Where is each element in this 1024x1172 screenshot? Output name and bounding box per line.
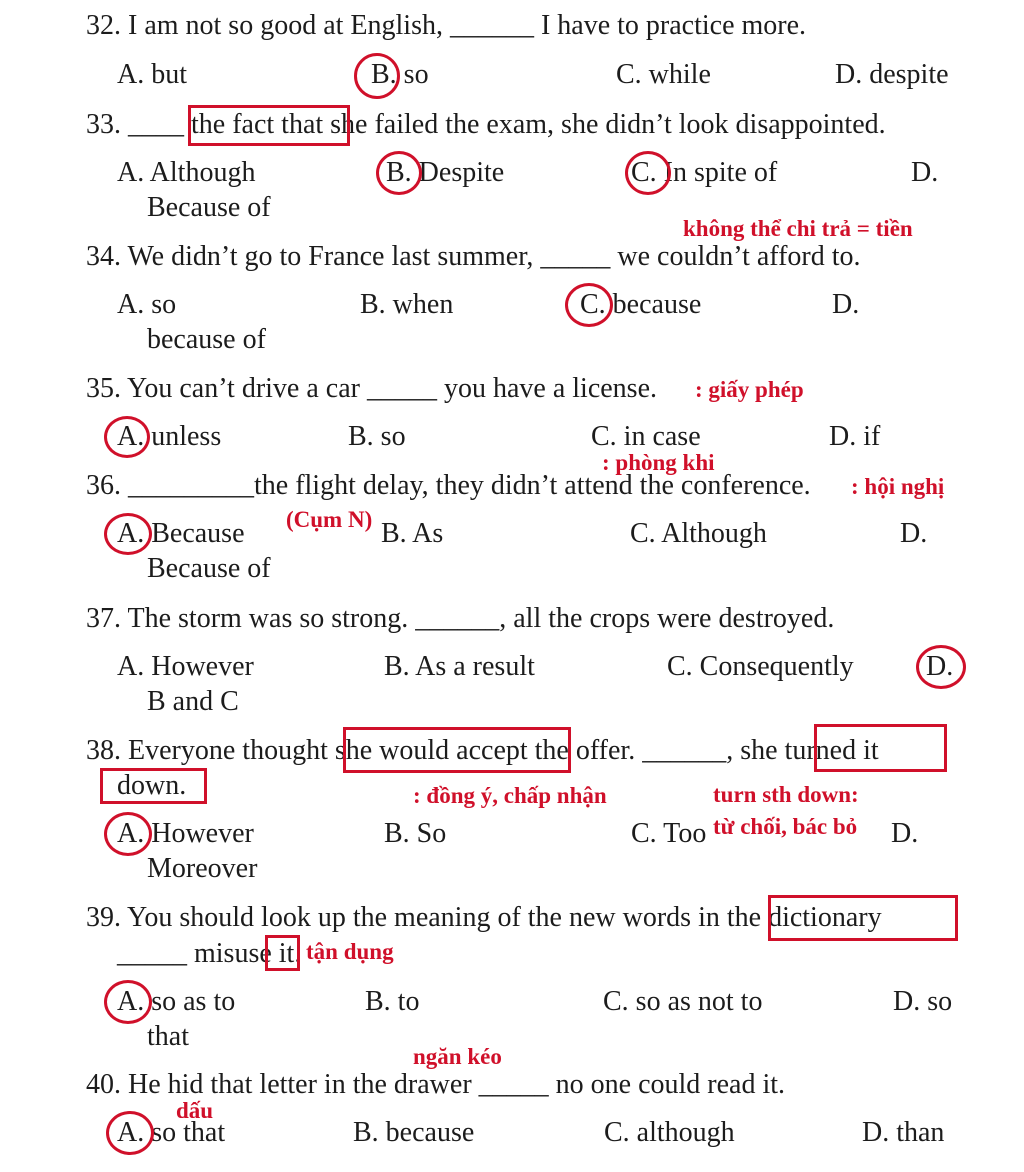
question-40-stem: 40. He hid that letter in the drawer _____ no one could read it.: [86, 1069, 786, 1100]
q32-option-b: B. so: [371, 59, 429, 90]
q38-turned-box: [814, 724, 947, 772]
q39-option-a: A. so as to: [117, 986, 236, 1017]
q37-option-c: C. Consequently: [667, 651, 854, 682]
question-32-stem: 32. I am not so good at English, ______ I have to practice more.: [86, 10, 807, 41]
question-35-stem: 35. You can’t drive a car _____ you have a license.: [86, 373, 657, 404]
q39-stem-cont: _____ misuse it.: [117, 938, 302, 969]
q33-option-d-cont: Because of: [147, 192, 271, 223]
q37-option-d-cont: B and C: [147, 686, 239, 717]
q40-option-a: A. so that: [117, 1117, 226, 1148]
q39-it-box: [265, 935, 300, 971]
q35-case-note: : phòng khi: [602, 450, 715, 475]
q33-answer-circle-c: [625, 151, 671, 195]
q38-option-b: B. So: [384, 818, 447, 849]
q36-option-c: C. Although: [630, 518, 767, 549]
q32-option-d: D. despite: [835, 59, 949, 90]
q34-note: không thể chi trả = tiền: [683, 216, 913, 241]
question-34-stem: 34. We didn’t go to France last summer, _____ we couldn’t afford to.: [86, 241, 861, 272]
q33-option-c: C. In spite of: [631, 157, 778, 188]
q36-option-a: A. Because: [117, 518, 245, 549]
q36-option-d: D.: [900, 518, 928, 549]
q35-option-b: B. so: [348, 421, 406, 452]
q36-because-note: (Cụm N): [286, 507, 373, 532]
q38-stem-cont: down.: [117, 770, 187, 801]
q38-down-box: [100, 768, 207, 804]
q39-dictionary-box: [768, 895, 958, 941]
q39-answer-circle: [104, 980, 152, 1024]
q38-accept-note: : đồng ý, chấp nhận: [413, 783, 607, 808]
q34-option-b: B. when: [360, 289, 454, 320]
q39-option-d: D. so: [893, 986, 953, 1017]
q38-option-d: D.: [891, 818, 919, 849]
q33-option-a: A. Although: [117, 157, 256, 188]
question-36-stem: 36. _________the flight delay, they didn’t attend the conference.: [86, 470, 811, 501]
question-37-stem: 37. The storm was so strong. ______, all the crops were destroyed.: [86, 603, 835, 634]
q40-option-c: C. although: [604, 1117, 735, 1148]
q40-answer-circle: [106, 1111, 154, 1155]
q35-option-d: D. if: [829, 421, 881, 452]
q38-option-c: C. Too: [631, 818, 707, 849]
q36-option-b: B. As: [381, 518, 444, 549]
q39-option-b: B. to: [365, 986, 420, 1017]
q37-option-d: D.: [926, 651, 954, 682]
q37-option-a: A. However: [117, 651, 254, 682]
q39-option-c: C. so as not to: [603, 986, 763, 1017]
q35-answer-circle: [104, 416, 150, 458]
q38-answer-circle: [104, 812, 152, 856]
q40-option-d: D. than: [862, 1117, 945, 1148]
q33-option-b: B. Despite: [386, 157, 505, 188]
q33-option-d: D.: [911, 157, 939, 188]
q38-option-d-cont: Moreover: [147, 853, 258, 884]
q39-option-d-cont: that: [147, 1021, 189, 1052]
q37-answer-circle: [916, 645, 966, 689]
q39-note: tận dụng: [306, 939, 394, 964]
q40-option-b: B. because: [353, 1117, 475, 1148]
q38-turn-note-1: turn sth down:: [713, 782, 859, 807]
q33-fact-box: [188, 105, 350, 146]
q35-option-c: C. in case: [591, 421, 701, 452]
q32-option-a: A. but: [117, 59, 187, 90]
q37-option-b: B. As a result: [384, 651, 535, 682]
q34-option-d-cont: because of: [147, 324, 266, 355]
q36-answer-circle: [104, 513, 152, 555]
q34-option-a: A. so: [117, 289, 177, 320]
question-39-stem: 39. You should look up the meaning of the new words in the dictionary: [86, 902, 882, 933]
question-38-stem: 38. Everyone thought she would accept the offer. ______, she turned it: [86, 735, 879, 766]
q38-turn-note-2: từ chối, bác bỏ: [713, 814, 858, 839]
question-33-stem: 33. ____ the fact that she failed the exam, she didn’t look disappointed.: [86, 109, 886, 140]
q36-option-d-cont: Because of: [147, 553, 271, 584]
q40-hide-note: ngăn kéo: [413, 1044, 502, 1069]
q40-hide-note-2: dấu: [176, 1098, 214, 1123]
q38-option-a: A. However: [117, 818, 254, 849]
q32-option-c: C. while: [616, 59, 711, 90]
q34-answer-circle: [565, 283, 613, 327]
q35-option-a: A. unless: [117, 421, 222, 452]
q33-answer-circle-b: [376, 151, 422, 195]
q36-conf-note: : hội nghị: [851, 474, 945, 499]
q34-option-c: C. because: [580, 289, 702, 320]
q34-option-d: D.: [832, 289, 860, 320]
q32-answer-circle: [354, 53, 400, 99]
q35-note: : giấy phép: [695, 377, 804, 402]
q38-accept-box: [343, 727, 571, 773]
